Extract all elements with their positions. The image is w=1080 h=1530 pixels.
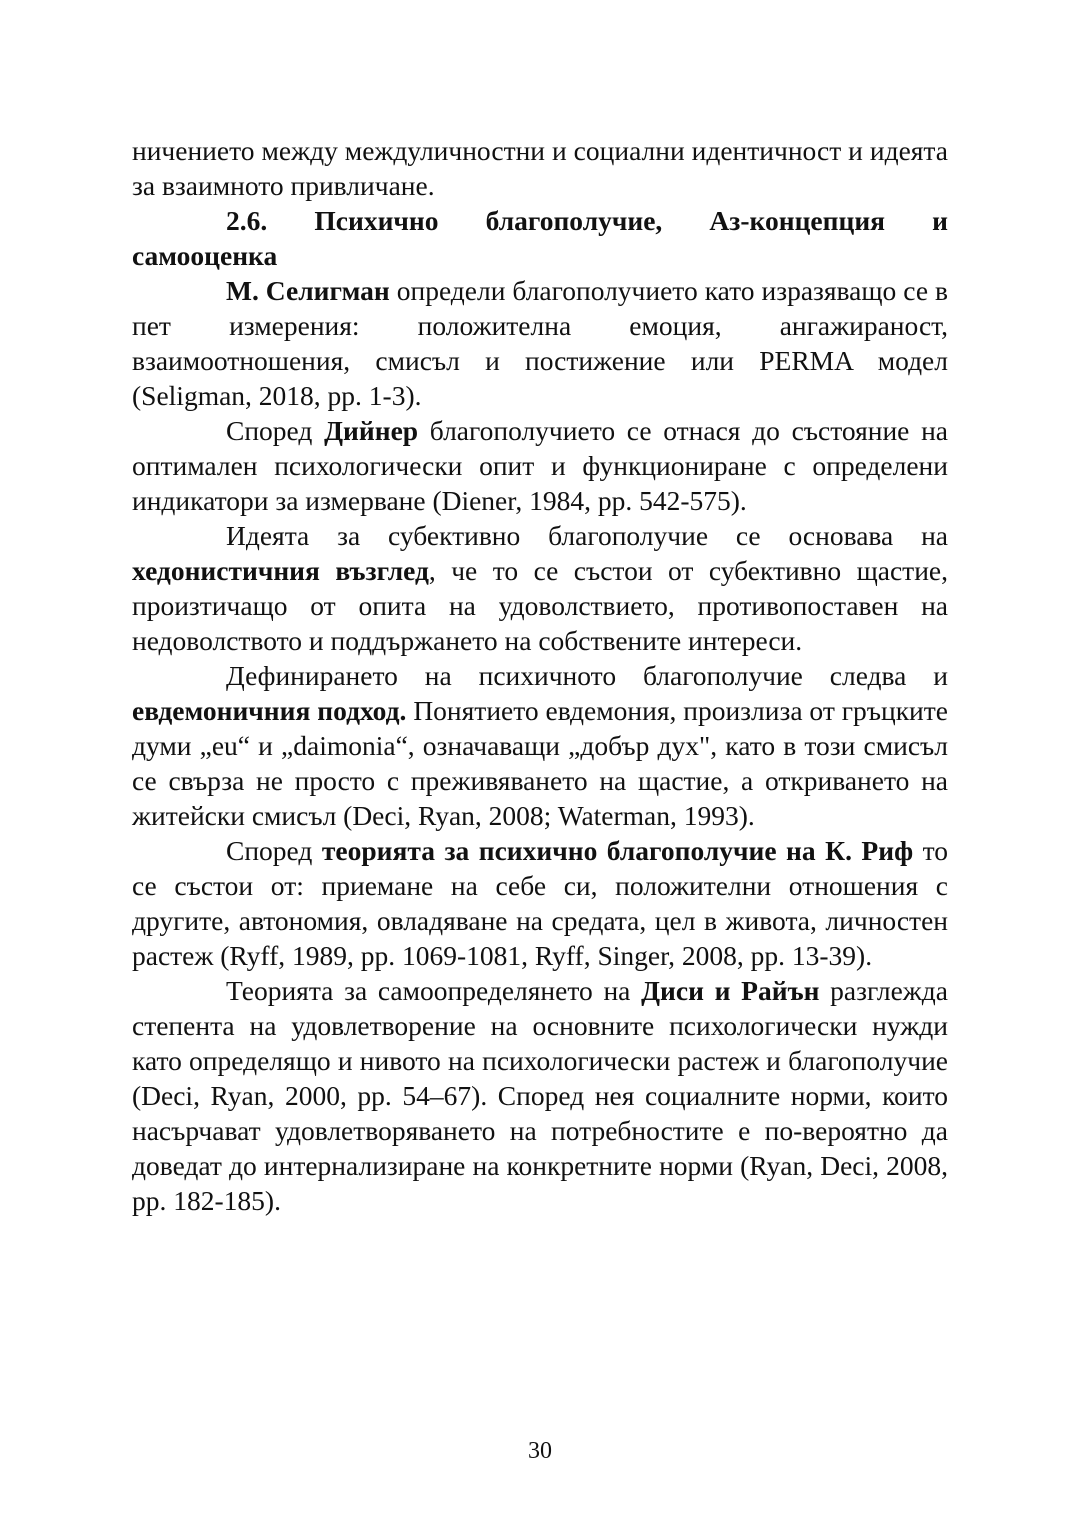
paragraph-continuation [132,133,948,203]
paragraph-text: Идеята за субективно благополучие се основава на [226,520,948,551]
paragraph-text: разглежда степента на удовлетворение на основните психологически нужди като определящо и нивото на психологически растеж и благополучие (Deci, Ryan, 2000, pp. 54–67). Според нея социалните норми, които насърчават удовлетворяването на потребностите е по-вероятно да доведат до интернализиране на конкретните норми (Ryan, Deci, 2008, pp. 182-185). [132,975,948,1216]
bold-term: М. Селигман [226,275,390,306]
paragraph-deci-ryan [132,973,948,1218]
paragraph-text: Теорията за самоопределянето на [226,975,642,1006]
paragraph-text: Според [226,835,322,866]
paragraph-text: определи благополучието като изразяващо се в пет измерения: положителна емоция, ангажираност, взаимоотношения, смисъл и постижение или PERMA модел (Seligman, 2018, pp. 1-3). [132,275,948,411]
page-number: 30 [528,1438,552,1464]
bold-term: евдемоничния подход. [132,695,407,726]
paragraph-text: ничението между междуличностни и социални идентичност и идеята за взаимното привличане. [132,135,948,201]
section-title: Психично благополучие, Аз-концепция и самооценка [132,205,949,271]
page-body [132,133,948,1218]
paragraph-ryff [132,833,948,973]
paragraph-hedonistic [132,518,948,658]
bold-term: теорията за психично благополучие на К. Риф [321,835,914,866]
paragraph-seligman [132,273,948,413]
paragraph-text: благополучието се отнася до състояние на оптимален психологически опит и функциониране с определени индикатори за измерване (Diener, 1984, pp. 542-575). [132,415,948,516]
bold-term: Диси и Райън [641,975,820,1006]
paragraph-text: Според [226,415,325,446]
section-heading [132,203,948,273]
paragraph-text: , че то се състои от субективно щастие, произтичащо от опита на удоволствието, противопоставен на недоволството и поддържането на собствените интереси. [132,555,948,656]
paragraph-text: то се състои от: приемане на себе си, положителни отношения с другите, автономия, овладяване на средата, цел в живота, личностен растеж (Ryff, 1989, pp. 1069-1081, Ryff, Singer, 2008, pp. 13-39). [132,835,948,971]
bold-term: Дийнер [324,415,419,446]
paragraph-text: Дефинирането на психичното благополучие следва и [226,660,948,691]
paragraph-text: Понятието евдемония, произлиза от гръцките думи „eu“ и „daimonia“, означаващи „добър дух", като в този смисъл се свърза не просто с преживяването на щастие, а откриването на житейски смисъл (Deci, Ryan, 2008; Waterman, 1993). [132,695,948,831]
bold-term: хедонистичния възглед [132,555,429,586]
paragraph-diener [132,413,948,518]
paragraph-eudaimonic [132,658,948,833]
section-number: 2.6. [226,205,268,236]
